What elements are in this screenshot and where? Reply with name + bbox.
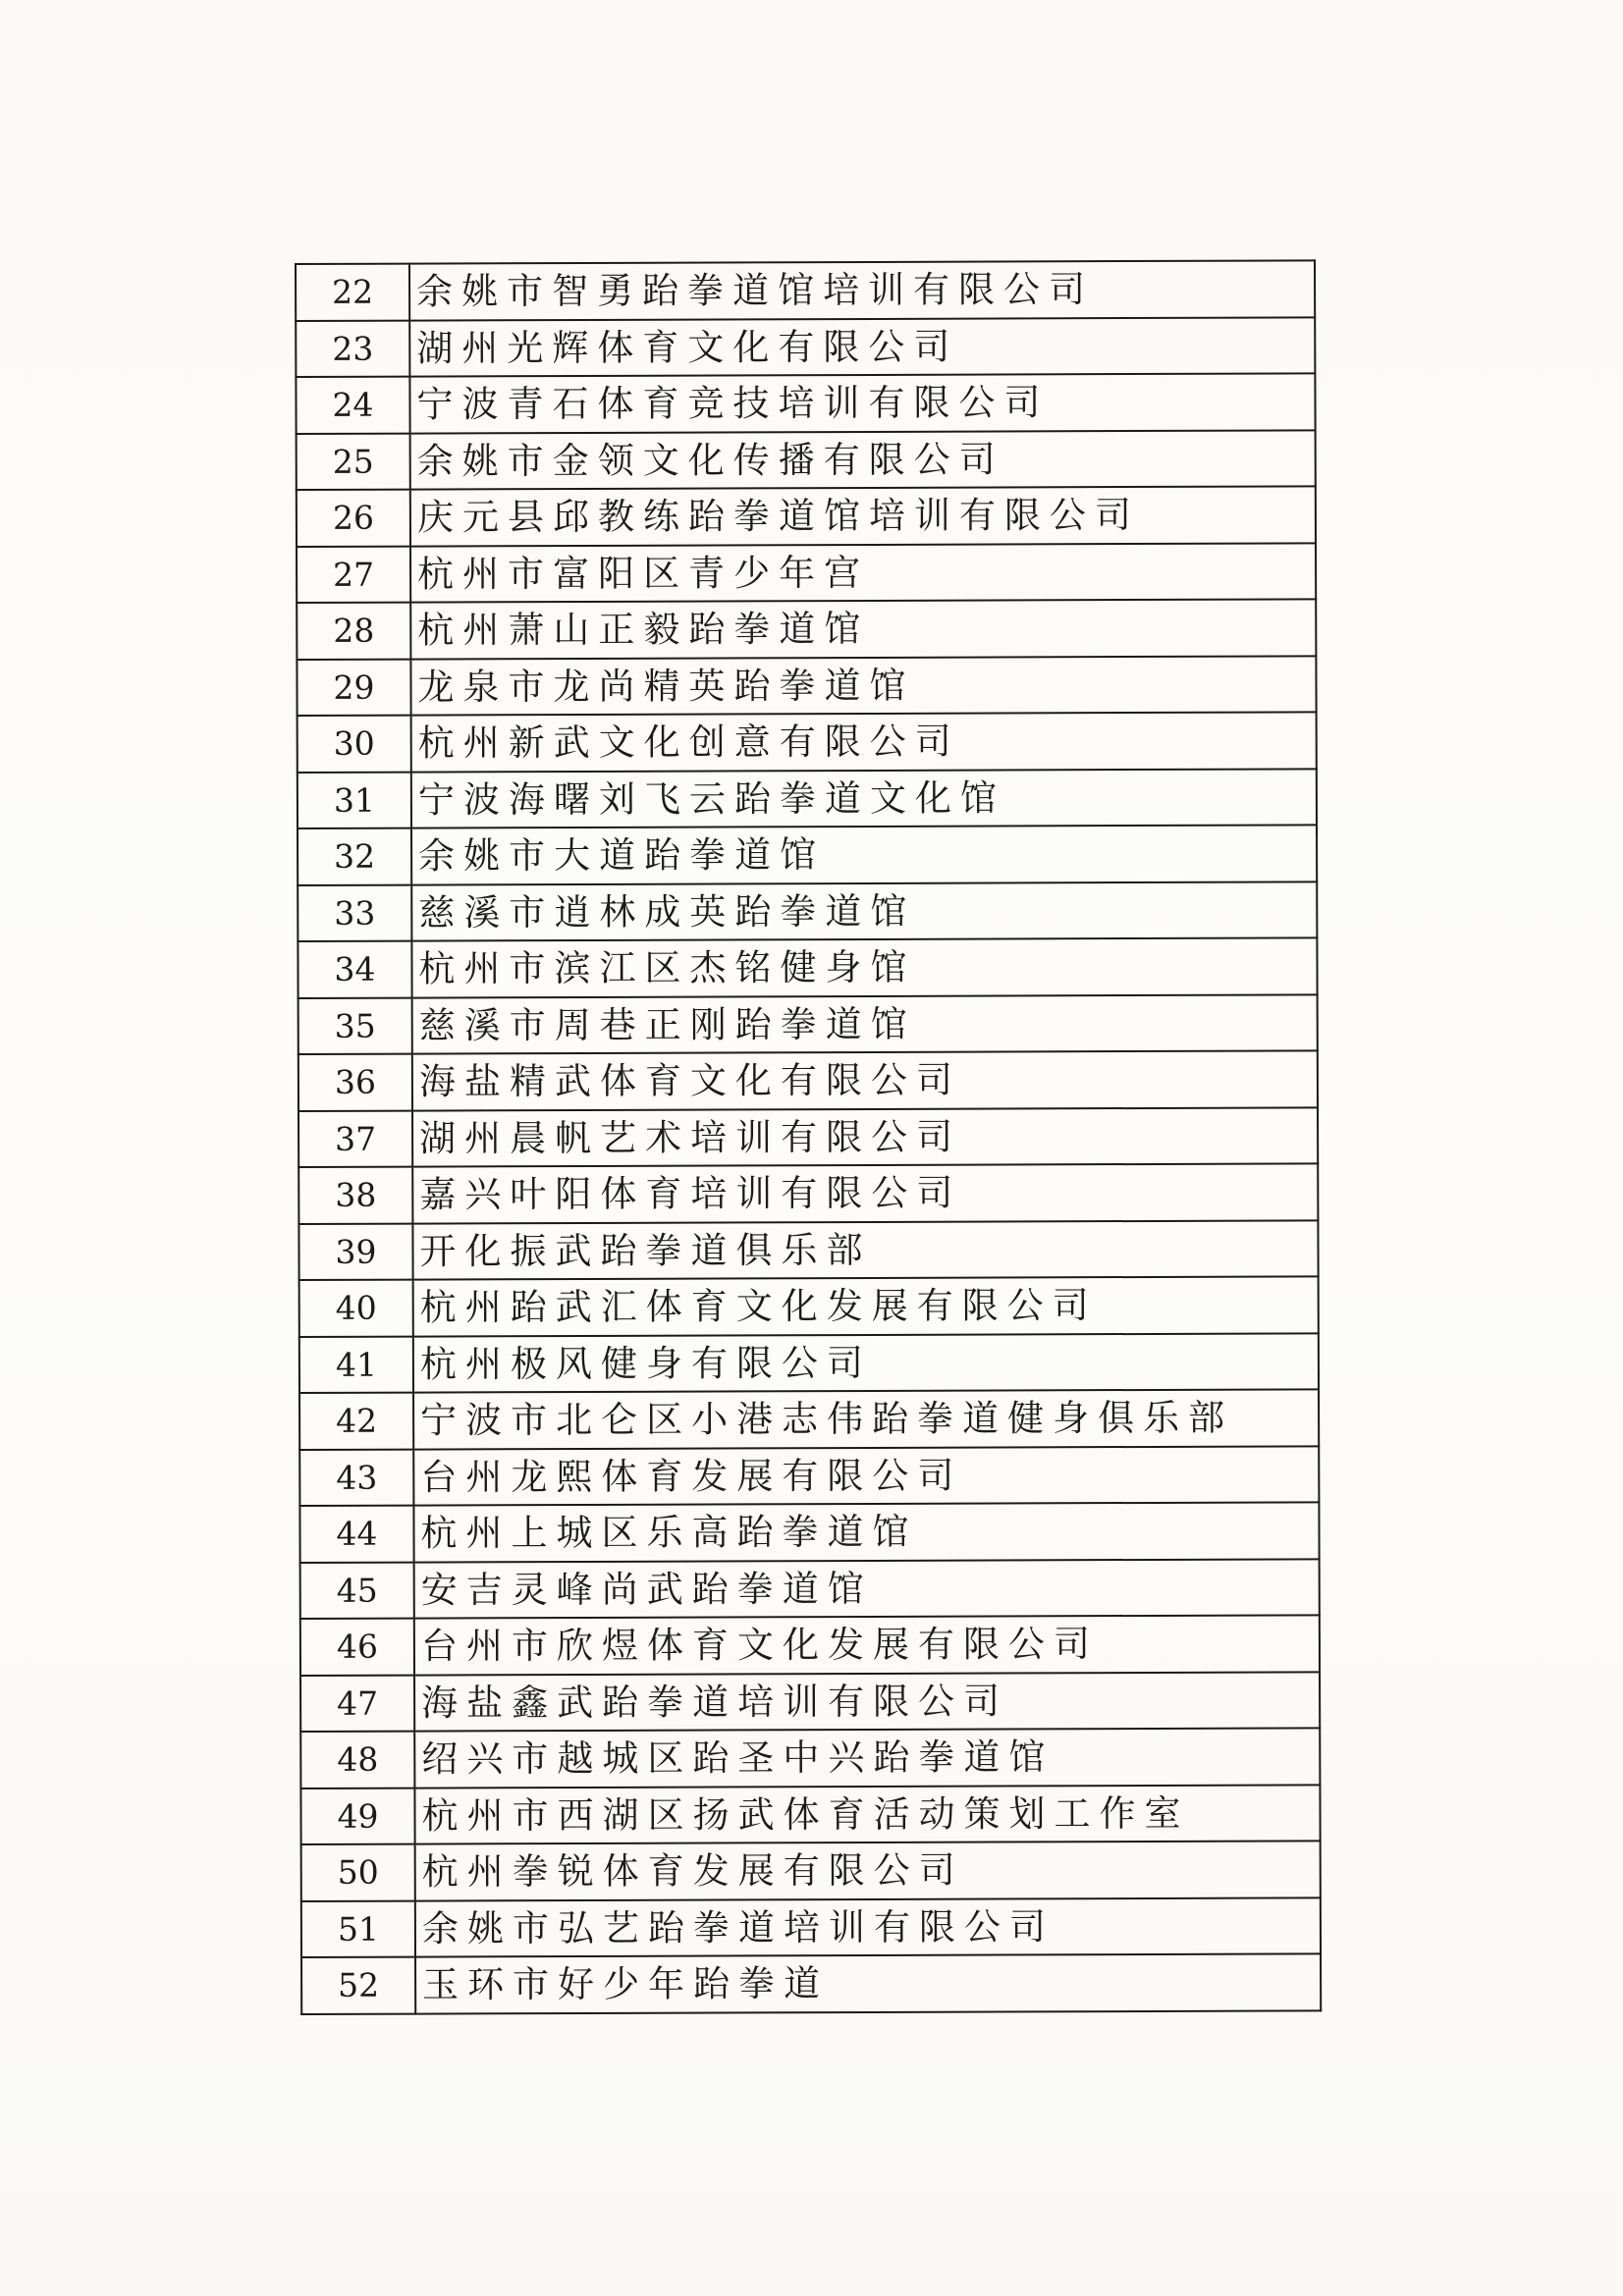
table-row [297, 486, 1316, 546]
organization-name: 慈溪市周巷正刚跆拳道馆 [412, 994, 1318, 1054]
row-number: 44 [299, 1506, 413, 1563]
table-row [299, 1333, 1319, 1393]
organization-name: 余姚市大道跆拳道馆 [411, 825, 1317, 884]
row-number: 22 [296, 264, 409, 321]
row-number: 28 [297, 603, 410, 660]
row-number: 36 [298, 1054, 412, 1111]
organization-name: 杭州极风健身有限公司 [413, 1333, 1319, 1393]
table-row [296, 317, 1315, 377]
organization-name: 慈溪市逍林成英跆拳道馆 [411, 881, 1317, 941]
table-row [298, 881, 1317, 941]
table-row [298, 769, 1317, 828]
table-row [298, 937, 1317, 997]
row-number: 29 [297, 659, 410, 716]
row-number: 30 [298, 716, 411, 773]
organization-name: 杭州拳锐体育发展有限公司 [415, 1841, 1321, 1900]
table-row [297, 543, 1316, 603]
row-number: 43 [299, 1449, 413, 1506]
table-row [298, 994, 1318, 1054]
row-number: 23 [296, 320, 409, 377]
table-row [299, 1446, 1319, 1506]
row-number: 45 [300, 1562, 414, 1619]
table-row [297, 599, 1316, 659]
organization-name: 杭州市滨江区杰铭健身馆 [411, 937, 1317, 997]
organization-list-table [295, 259, 1322, 2014]
table-row [301, 1841, 1321, 1900]
table-row [296, 373, 1315, 433]
organization-name: 杭州上城区乐高跆拳道馆 [413, 1502, 1319, 1562]
table-row [298, 1050, 1318, 1110]
row-number: 48 [300, 1732, 414, 1789]
row-number: 25 [297, 433, 410, 490]
organization-name: 绍兴市越城区跆圣中兴跆拳道馆 [414, 1728, 1320, 1788]
organization-name: 海盐精武体育文化有限公司 [412, 1050, 1318, 1110]
organization-name: 余姚市智勇跆拳道馆培训有限公司 [409, 260, 1315, 320]
table-row [301, 1953, 1321, 2013]
organization-name: 杭州新武文化创意有限公司 [411, 712, 1317, 772]
organization-name: 宁波市北仑区小港志伟跆拳道健身俱乐部 [413, 1389, 1319, 1449]
table-body [296, 260, 1321, 2013]
table-row [300, 1672, 1320, 1732]
table-row [300, 1559, 1320, 1619]
table-row [300, 1728, 1320, 1788]
organization-name: 余姚市金领文化传播有限公司 [410, 430, 1316, 490]
organization-name: 安吉灵峰尚武跆拳道馆 [414, 1559, 1320, 1619]
row-number: 37 [298, 1110, 412, 1167]
organization-name: 宁波青石体育竞技培训有限公司 [409, 373, 1315, 433]
organization-name: 龙泉市龙尚精英跆拳道馆 [410, 656, 1316, 716]
row-number: 52 [301, 1957, 415, 2014]
row-number: 26 [297, 490, 410, 547]
table-row [297, 430, 1316, 490]
table-row [299, 1502, 1319, 1562]
table-row [297, 656, 1316, 716]
row-number: 35 [298, 997, 412, 1054]
organization-name: 杭州市富阳区青少年宫 [410, 543, 1316, 603]
row-number: 47 [300, 1675, 414, 1732]
row-number: 46 [300, 1619, 414, 1676]
row-number: 33 [298, 884, 411, 941]
row-number: 40 [299, 1280, 413, 1337]
organization-name: 嘉兴叶阳体育培训有限公司 [412, 1163, 1318, 1223]
row-number: 51 [301, 1900, 415, 1957]
row-number: 24 [296, 377, 409, 434]
table-row [300, 1785, 1320, 1844]
organization-name: 湖州晨帆艺术培训有限公司 [412, 1107, 1318, 1167]
organization-name: 台州龙熙体育发展有限公司 [413, 1446, 1319, 1506]
table-row [300, 1615, 1320, 1675]
row-number: 34 [298, 941, 411, 998]
table-row [298, 1220, 1318, 1280]
organization-name: 玉环市好少年跆拳道 [415, 1953, 1321, 2013]
organization-name: 杭州跆武汇体育文化发展有限公司 [413, 1276, 1319, 1336]
organization-name: 开化振武跆拳道俱乐部 [412, 1220, 1318, 1280]
row-number: 31 [298, 772, 411, 828]
row-number: 38 [298, 1167, 412, 1224]
table-row [296, 260, 1315, 320]
organization-name: 海盐鑫武跆拳道培训有限公司 [414, 1672, 1320, 1732]
organization-name: 湖州光辉体育文化有限公司 [409, 317, 1315, 377]
organization-name: 余姚市弘艺跆拳道培训有限公司 [415, 1897, 1321, 1957]
table-row [301, 1897, 1321, 1957]
table-row [299, 1276, 1319, 1336]
row-number: 50 [301, 1844, 415, 1901]
table-row [298, 712, 1317, 772]
organization-name: 庆元县邱教练跆拳道馆培训有限公司 [410, 486, 1316, 546]
organization-name: 杭州萧山正毅跆拳道馆 [410, 599, 1316, 659]
row-number: 39 [298, 1223, 412, 1280]
row-number: 32 [298, 828, 411, 885]
row-number: 42 [299, 1393, 413, 1450]
row-number: 27 [297, 546, 410, 603]
table-row [298, 1163, 1318, 1223]
table-row [298, 825, 1317, 884]
table-row [298, 1107, 1318, 1167]
organization-name: 宁波海曙刘飞云跆拳道文化馆 [411, 769, 1317, 828]
table-row [299, 1389, 1319, 1449]
organization-name: 杭州市西湖区扬武体育活动策划工作室 [414, 1785, 1320, 1844]
organization-name: 台州市欣煜体育文化发展有限公司 [414, 1615, 1320, 1675]
row-number: 49 [300, 1788, 414, 1844]
row-number: 41 [299, 1336, 413, 1393]
